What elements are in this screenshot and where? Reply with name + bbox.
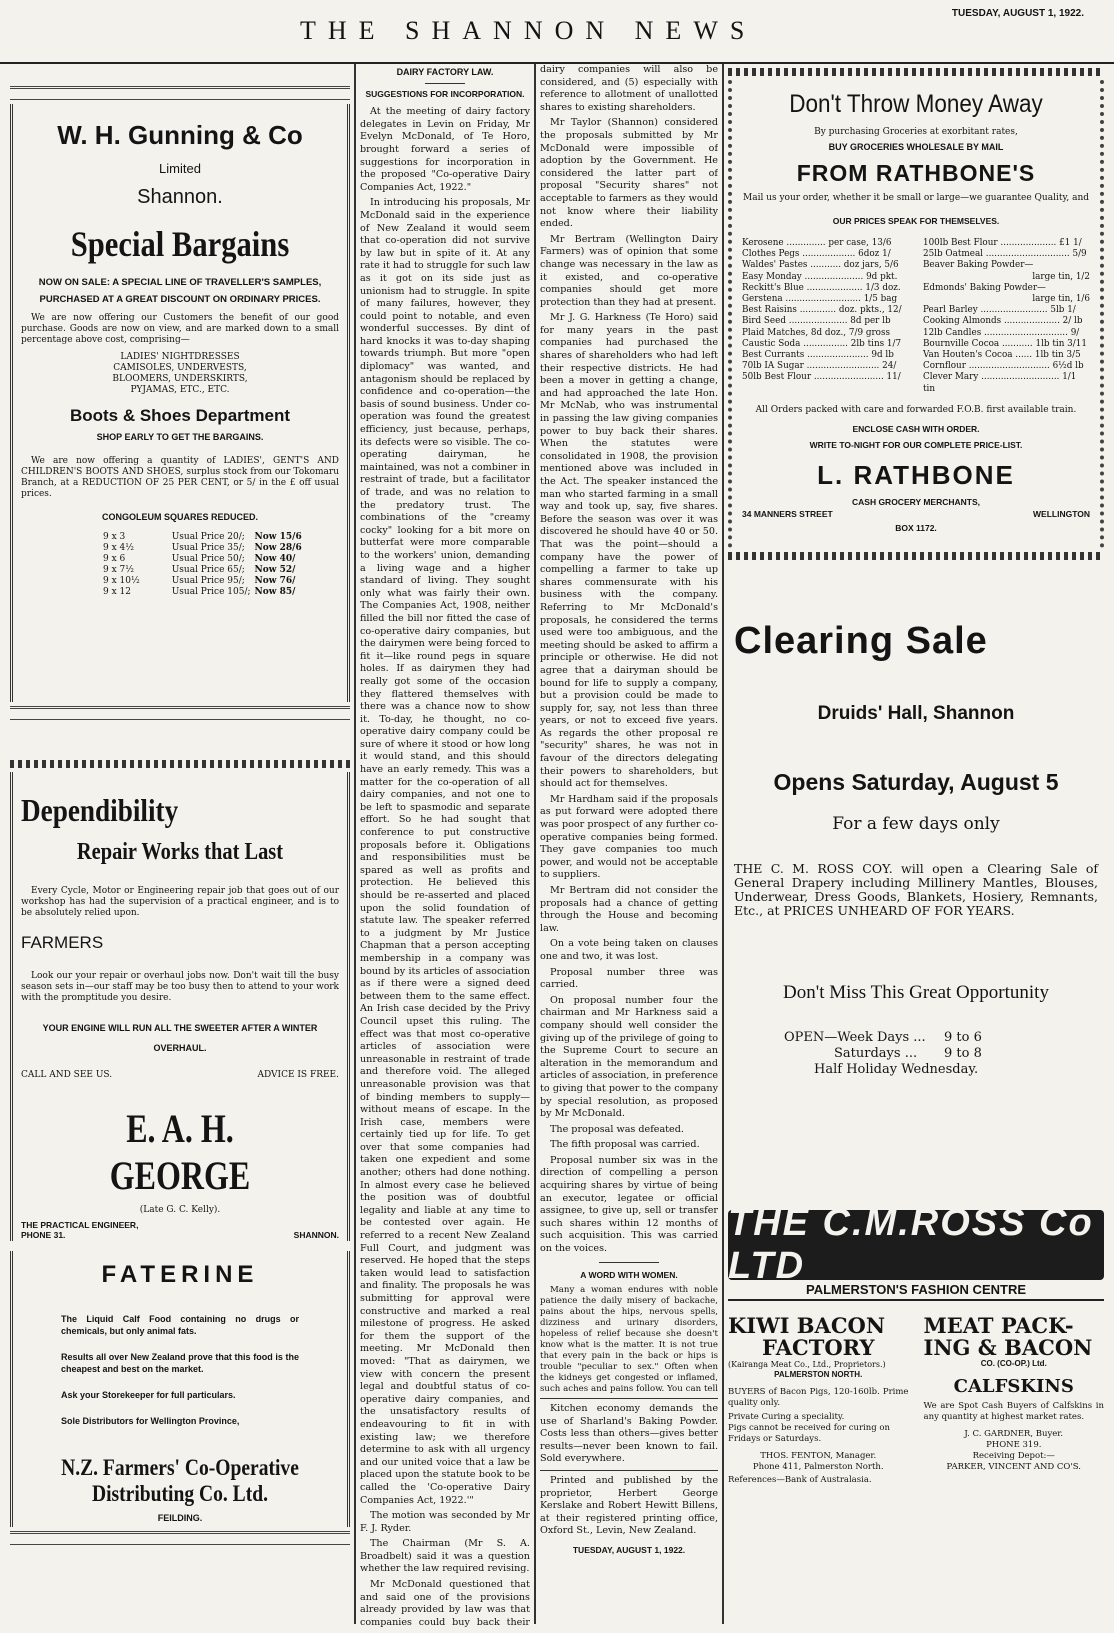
farmers-heading: FARMERS <box>21 933 104 952</box>
rathbone-city: WELLINGTON <box>1033 508 1090 519</box>
dairy-para-1: At the meeting of dairy factory delegates in Levin on Friday, Mr Evelyn McDonald, of Te Horo, brought forward a series of suggestions for incorporation in the proposed "Co-operative Dairy Companies Act, 1922." <box>360 106 530 193</box>
faterine-line-4: Sole Distributors for Wellington Province, <box>61 1416 240 1426</box>
dairy2-para-5: Mr Hardham said if the proposals as put forward were adopted there was poor prospect of any further co-operative companies being formed. They gave companies too much power, and would not be acceptable to suppliers. <box>540 793 718 881</box>
dairy2-para-1: dairy companies will also be considered, and (5) especially with reference to allotment of unallotted shares to existing shareholders. <box>540 64 718 113</box>
rathbone-by: By purchasing Groceries at exorbitant rates, <box>814 127 1018 137</box>
list-item: Pearl Barley ........................ 5lb 1/ <box>922 305 1076 316</box>
nzf-name-1: N.Z. Farmers' Co-Operative <box>61 1455 299 1480</box>
hours-saturdays: 9 to 8 <box>944 1046 982 1061</box>
list-item: Kerosene .............. per case, 13/6 <box>742 238 892 248</box>
size-cell: 9 x 3 <box>103 532 126 542</box>
dairy-para-5: Mr McDonald questioned that and said one of the provisions already provided by law was that companies could buy back their <box>360 1579 530 1628</box>
gunning-intro: We are now offering our Customers the benefit of our good purchase. Goods are now on view, and are marked down to a small percentage above cost, comprising— <box>21 313 339 345</box>
usual-price-cell: Usual Price 35/; <box>171 543 245 553</box>
women-title: A WORD WITH WOMEN. <box>580 1269 678 1280</box>
printed-notice: Printed and published by the proprietor, Herbert George Kerslake and Robert Hewitt Billens, at their registered printing office, Oxford St., Levin, New Zealand. <box>540 1474 718 1537</box>
dont-miss: Don't Miss This Great Opportunity <box>783 982 1049 1003</box>
dairy2-para-9: On proposal number four the chairman and Mr Harkness said a company should well consider the giving up of the privilege of going to the Supreme Court to secure an alteration in the memorandum and articles of association, in preference to giving that power to the company by special resolution, as proposed by Mr McDonald. <box>540 994 718 1120</box>
list-item: Clever Mary ............................ 1/1 tin <box>922 372 1077 394</box>
faterine-line-2: Results all over New Zealand prove that this food is the cheapest and best on the market. <box>61 1352 299 1374</box>
rathbone-orders: All Orders packed with care and forwarded F.O.B. first available train. <box>755 404 1077 415</box>
meat-co: CO. (CO-OP.) Ltd. <box>980 1359 1047 1368</box>
george-text-1: Every Cycle, Motor or Engineering repair job that goes out of our workshop has had the supervision of a practical engineer, and is to be absolutely relied upon. <box>21 886 339 918</box>
george-late: (Late G. C. Kelly). <box>139 1205 221 1215</box>
dairy-para-2: In introducing his proposals, Mr McDonald said in the experience of New Zealand it would seem that co-operation did not survive by law but in spite of it. At any rate it had to struggle for such law as it got on its side just as unionism had to struggle. In spite of many failures, however, they could point to notable, and even wonderful successes. By dint of hard knocks it was to-day shaping towards triumph. But more "open diplomacy" was wanted, and antagonism should be replaced by confidence and co-operation—the basis of sound business. Under co-operation was found the greatest efficiency, just because, perhaps, its defects were so visible. The co-operating dairyman, he maintained, was not a combiner in restraint of trade, but a facilitator of trade, and was no relation to the predatory trust. The combinations of the "creamy cocky" looking for a bit more on butterfat were more comparable to the workers' union, demanding a living wage and a higher standard of living. They sought only what was fairly their own. The Companies Act, 1908, neither filled the bill nor fitted the case of co-operative dairy companies, but the dairymen were being forced to fit it—like round pegs in square holes. If as dairymen they had really got some of the occasion they flattered themselves with there was a chance now to show it. To-day, he thought, no co-operative dairy company could be sure of where it stood or how long it would stand, and this should have an early remedy. This was a matter for the co-operation of all dairy companies, and not one to be left to spasmodic and separate effort. So he had sought that conference to put constructive proposals before it. Obligations and responsibilities must be spared as well as profits and protection. He believed this should be re-asserted and placed upon the solid foundation of statute law. The speaker referred to a judgment by Mr Justice Chapman that a person accepting membership in a company was bound by its articles of association as if there were a signed deed between them to the same effect. An Irish case decided by the Privy Council upset this ruling. The effect was that most co-operative articles of association were unreasonable in restraint of trade and therefore void. The alleged unreasonable provision was that of binding members to supply—without means of escape. In the Irish case, members were certainly tied up for life. To get over that some companies had taken one expedient and some another; others had done nothing. In almost every case he believed the position was of doubtful legality and liable at any time to be contested over again. He referred to a recent New Zealand Full Court, and judgment was reserved. He hoped that the steps taken would lead to satisfaction and finality. The proposals he was submitting for approval were constructive and marked a real milestone of progress. He asked for them the support of the meeting. Mr McDonald then moved: "That as dairymen, we view with concern the present legal and doubtful status of co-operative dairy companies, and the unsatisfactory results of endeavouring to fit in with existing law; we therefore determine to ask with all urgency and our united voice that a law be placed upon the statute book to be called the 'Co-operative Dairy Companies Act, 1922.'" <box>360 197 530 1506</box>
dairy-continued-column <box>540 64 718 1629</box>
usual-price-cell: Usual Price 20/; <box>171 532 245 542</box>
column-rule <box>354 64 356 1624</box>
list-item: Plaid Matches, 8d doz., 7/9 gross <box>742 327 891 338</box>
repair-works-headline: Repair Works that Last <box>76 839 284 865</box>
meat-name-2: ING & BACON <box>923 1335 1093 1360</box>
sale-line-2: PURCHASED AT A GREAT DISCOUNT ON ORDINARY PRICES. <box>39 294 321 305</box>
usual-price-cell: Usual Price 95/; <box>171 576 245 586</box>
kiwi-proprietors: (Kairanga Meat Co., Ltd., Proprietors.) <box>728 1360 886 1369</box>
calfskins-text: We are Spot Cash Buyers of Calfskins in any quantity at highest market rates. <box>923 1401 1104 1422</box>
special-bargains-headline: Special Bargains <box>70 224 290 264</box>
list-item: Best Currants ...................... 9d lb <box>742 350 894 361</box>
kiwi-town: PALMERSTON NORTH. <box>774 1370 863 1379</box>
dairy-article-column <box>360 64 530 1629</box>
kiwi-buyers: BUYERS of Bacon Pigs, 120-160lb. Prime quality only. <box>728 1387 909 1408</box>
call-text: CALL AND SEE US. <box>21 1070 113 1080</box>
boots-text: We are now offering a quantity of LADIES', GENT'S AND CHILDREN'S BOOTS AND SHOES, surplus stock from our Tokomaru Branch, at a REDUCTION OF 25 PER CENT, or 5/ in the £ off usual prices. <box>21 456 339 499</box>
calfskins-heading: CALFSKINS <box>953 1376 1074 1397</box>
rathbone-merchants: CASH GROCERY MERCHANTS, <box>852 496 980 507</box>
table-row <box>101 565 304 576</box>
right-column <box>728 64 1104 1629</box>
usual-price-cell: Usual Price 50/; <box>171 554 245 564</box>
bottom-adverts <box>728 1315 1104 1473</box>
dairy2-para-2: Mr Taylor (Shannon) considered the proposals submitted by Mr McDonald were impossible of adoption by the Government. He considered the latter part of proposal "Security shares" not acceptable to farmers as they would not know where their liability ended. <box>540 117 718 230</box>
table-row <box>101 554 304 565</box>
list-item: large tin, 1/2 <box>1032 271 1090 282</box>
george-phone: PHONE 31. <box>21 1230 66 1240</box>
list-item: Reckitt's Blue .................... 1/3 doz. <box>742 282 901 293</box>
advice-text: ADVICE IS FREE. <box>257 1070 339 1080</box>
table-row <box>101 543 304 554</box>
list-item: large tin, 1/6 <box>1032 294 1090 305</box>
size-cell: 9 x 12 <box>103 587 131 597</box>
rathbone-box: BOX 1172. <box>895 522 937 533</box>
ornamental-chain <box>728 552 1104 560</box>
hours-weekdays-label: OPEN—Week Days ... <box>784 1030 926 1045</box>
kiwi-private: Private Curing a speciality. <box>728 1412 845 1422</box>
meat-receiving: Receiving Depot:— <box>972 1451 1055 1461</box>
druids-hall: Druids' Hall, Shannon <box>817 703 1015 724</box>
sale-line-1: NOW ON SALE: A SPECIAL LINE OF TRAVELLER'S SAMPLES, <box>38 277 322 288</box>
clearing-text: THE C. M. ROSS COY. will open a Clearing Sale of General Drapery including Millinery Mantles, Blouses, Underwear, Dress Goods, Blankets, Hosiery, Remnants, Etc., at PRICES UNHEARD OF FOR YEARS. <box>734 861 1098 918</box>
footer-date: TUESDAY, AUGUST 1, 1922. <box>572 1544 686 1555</box>
ornamental-chain <box>728 68 1104 76</box>
meat-name-1: MEAT PACK- <box>923 1313 1074 1338</box>
now-price-cell: Now 40/ <box>254 554 296 564</box>
gunning-name: W. H. Gunning & Co <box>57 120 303 150</box>
clearing-sale-advert <box>728 620 1104 1180</box>
dairy2-para-12: Proposal number six was in the direction of compelling a person acquiring shares by virtue of being an executor, legatee or official assignee, to give up, sell or transfer such shares within 12 months of such acquisition. This was carried on the voices. <box>540 1154 718 1255</box>
column-rule <box>534 64 536 1624</box>
dairy2-para-8: Proposal number three was carried. <box>540 966 718 991</box>
george-town: SHANNON. <box>293 1230 339 1240</box>
dairy-title: DAIRY FACTORY LAW. <box>396 67 494 77</box>
item-nightdresses: LADIES' NIGHTDRESSES <box>120 352 240 362</box>
faterine-line-1: The Liquid Calf Food containing no drugs or chemicals, but only animal fats. <box>61 1314 299 1336</box>
dairy2-para-11: The fifth proposal was carried. <box>550 1139 700 1151</box>
rathbone-buy: BUY GROCERIES WHOLESALE BY MAIL <box>828 142 1004 152</box>
dairy2-para-6: Mr Bertram did not consider the proposals had a chance of getting through the House and becoming law. <box>540 885 718 934</box>
now-price-cell: Now 15/6 <box>254 532 302 542</box>
george-text-2: Look our your repair or overhaul jobs now. Don't wait till the busy season sets in—our staff may be too busy then to attend to your work with the promptitude you desire. <box>21 971 339 1003</box>
dairy2-para-10: The proposal was defeated. <box>550 1123 684 1135</box>
dairy2-para-7: On a vote being taken on clauses one and two, it was lost. <box>540 938 718 962</box>
size-cell: 9 x 7½ <box>103 565 134 575</box>
meat-parker: PARKER, VINCENT AND CO'S. <box>946 1462 1081 1472</box>
kiwi-name-1: KIWI BACON <box>728 1313 886 1338</box>
item-camisoles: CAMISOLES, UNDERVESTS, <box>113 363 247 373</box>
congoleum-table <box>101 532 304 598</box>
dairy2-para-3: Mr Bertram (Wellington Dairy Farmers) was of opinion that some change was necessary in the law as it existed, and co-operative companies should get more protection than they had at present. <box>540 233 718 308</box>
price-list-left <box>742 238 909 395</box>
few-days: For a few days only <box>832 814 1000 834</box>
meat-references: References—Bank of Australasia. <box>728 1475 872 1485</box>
table-row <box>101 576 304 587</box>
meat-packing-advert <box>924 1315 1104 1473</box>
meat-phone: PHONE 319. <box>986 1440 1042 1450</box>
nzf-town: FEILDING. <box>157 1513 203 1523</box>
list-item: Best Raisins ............. doz. pkts., 12/ <box>742 305 902 316</box>
masthead <box>0 0 1114 64</box>
faterine-name: FATERINE <box>101 1261 259 1288</box>
gunning-advert <box>10 104 350 702</box>
ross-logo-text: THE C.M.ROSS Co LTD <box>728 1202 1094 1287</box>
george-advert <box>10 772 350 1241</box>
list-item: Caustic Soda ................ 2lb tins 1/7 <box>742 338 902 349</box>
rathbone-street: 34 MANNERS STREET <box>742 508 833 519</box>
item-bloomers: BLOOMERS, UNDERSKIRTS, <box>112 374 248 384</box>
table-row <box>101 587 304 598</box>
column-rule <box>722 64 724 1624</box>
rathbone-from: FROM RATHBONE'S <box>796 160 1036 186</box>
rathbone-mail: Mail us your order, whether it be small or large—we guarantee Quality, and <box>742 193 1090 203</box>
rathbone-enclose: ENCLOSE CASH WITH ORDER. <box>852 423 980 434</box>
nzf-name-2: Distributing Co. Ltd. <box>91 1481 268 1506</box>
kiwi-manager: THOS. FENTON, Manager. <box>760 1451 877 1461</box>
kiwi-phone: Phone 411, Palmerston North. <box>752 1462 884 1472</box>
list-item: 100lb Best Flour .................... £1 1/ <box>922 238 1082 248</box>
congoleum-heading: CONGOLEUM SQUARES REDUCED. <box>101 512 258 522</box>
kiwi-pigs: Pigs cannot be received for curing on Fridays or Saturdays. <box>728 1423 890 1444</box>
list-item: 50lb Best Flour ......................... 11/ <box>742 372 901 383</box>
hours-saturdays-label: Saturdays ... <box>834 1046 918 1061</box>
list-item: Edmonds' Baking Powder— <box>922 282 1046 293</box>
left-column <box>10 64 350 1629</box>
list-item: Bournville Cocoa ........... 1lb tin 3/11 <box>922 338 1087 349</box>
newspaper-title: THE SHANNON NEWS <box>300 16 757 45</box>
kiwi-name-2: FACTORY <box>762 1335 875 1360</box>
ross-logo <box>728 1202 1104 1287</box>
usual-price-cell: Usual Price 65/; <box>171 565 245 575</box>
now-price-cell: Now 85/ <box>254 587 296 597</box>
list-item: Gerstena ........................... 1/5 bag <box>742 294 898 305</box>
rathbone-headline: Don't Throw Money Away <box>789 90 1043 118</box>
list-item: Cornflour ............................. 6½d lb <box>922 361 1084 372</box>
ornamental-border <box>10 1531 350 1545</box>
list-item: 25lb Oatmeal .............................. 5/9 <box>922 249 1087 260</box>
george-name: E. A. H. GEORGE <box>109 1106 251 1198</box>
now-price-cell: Now 76/ <box>254 576 296 586</box>
size-cell: 9 x 10½ <box>103 576 140 586</box>
kitchen-notice: Kitchen economy demands the use of Sharland's Baking Powder. Costs less than others—gives better results—never been known to fail. Sold everywhere. <box>540 1403 718 1465</box>
rathbone-speak: OUR PRICES SPEAK FOR THEMSELVES. <box>832 216 1000 226</box>
boots-subheading: SHOP EARLY TO GET THE BARGAINS. <box>96 432 264 442</box>
list-item: Beaver Baking Powder— <box>922 260 1034 271</box>
rathbone-write: WRITE TO-NIGHT FOR OUR COMPLETE PRICE-LIST. <box>809 439 1023 450</box>
women-para-1: Many a woman endures with noble patience the daily misery of backache, pains about the hips, nervous spells, dizziness and urinary disorders, hopeless of relief because she doesn't know what is the matter. It is not true that every pain in the back or hips is trouble "peculiar to sex." Often when the kidneys get congested or inflamed, such aches and pains follow. You can tell <box>540 1285 718 1394</box>
fashion-centre: PALMERSTON'S FASHION CENTRE <box>728 1282 1104 1301</box>
ornamental-border <box>10 706 350 720</box>
dependibility-headline: Dependibility <box>21 792 179 828</box>
list-item: 70lb IA Sugar .......................... 24/ <box>742 361 897 372</box>
list-item: 12lb Candles .............................. 9/ <box>922 327 1080 338</box>
price-list-right <box>923 238 1090 395</box>
dairy-para-3: The motion was seconded by Mr F. J. Ryder. <box>360 1510 530 1534</box>
boots-shoes-heading: Boots & Shoes Department <box>69 406 291 425</box>
dairy-para-4: The Chairman (Mr S. A. Broadbelt) said it was a question whether the law required revising. <box>360 1538 530 1575</box>
george-engineer: THE PRACTICAL ENGINEER, <box>21 1220 139 1230</box>
half-holiday: Half Holiday Wednesday. <box>814 1062 979 1077</box>
ornamental-border <box>10 86 350 100</box>
meat-buyer: J. C. GARDNER, Buyer. <box>964 1429 1064 1439</box>
dairy-subtitle: SUGGESTIONS FOR INCORPORATION. <box>365 88 525 99</box>
now-price-cell: Now 52/ <box>254 565 296 575</box>
faterine-advert <box>10 1251 350 1527</box>
clearing-headline: Clearing Sale <box>734 620 988 662</box>
gunning-limited: Limited <box>159 161 201 176</box>
list-item: Cooking Almonds .................... 2/ lb <box>922 316 1083 327</box>
gunning-town: Shannon. <box>137 186 223 208</box>
faterine-line-3: Ask your Storekeeper for full particulars. <box>61 1390 236 1400</box>
item-pyjamas: PYJAMAS, ETC., ETC. <box>130 385 230 395</box>
table-row <box>101 532 304 543</box>
list-item: Easy Monday ..................... 9d pkt. <box>742 271 898 282</box>
ornamental-chain <box>10 760 350 768</box>
list-item: Van Houten's Cocoa ...... 1lb tin 3/5 <box>922 350 1081 361</box>
hours-weekdays: 9 to 6 <box>944 1030 982 1045</box>
list-item: Waldes' Pastes ........... doz jars, 5/6 <box>742 260 899 271</box>
rathbone-name: L. RATHBONE <box>817 459 1015 490</box>
kiwi-bacon-advert <box>728 1315 908 1473</box>
dairy2-para-4: Mr J. G. Harkness (Te Horo) said for many years in the past companies had purchased the shares of shareholders who had left their respective districts. He had been a mover in getting a change, and had approached the late Hon. Mr McNab, who was instrumental in passing the law giving companies power to buy back their shares. When the statutes were consolidated in 1908, the provision mentioned above was included in the Act. The speaker instanced the man who started farming in a small way and took up, say, five shares. Before the season was over it was discovered he should have 40 or 50. That was the point—should a company have the power of compelling a farmer to take up shares commensurate with his business with the company. Referring to Mr McDonald's proposals, he considered the terms used were too ambiguous, and the meeting should be asked to affirm a principle or otherwise. He did not agree that a dairyman should be bound for life to supply a company, but a provision could be made to supply for, say, not less than three years, or not to exceed five years. As regards the other proposal re "security" shares, he was not in favour of the directors delegating their powers to shareholders, but should act for themselves. <box>540 312 718 790</box>
rathbone-advert <box>728 80 1104 548</box>
size-cell: 9 x 6 <box>103 554 126 564</box>
issue-date: TUESDAY, AUGUST 1, 1922. <box>951 8 1084 19</box>
list-item: Clothes Pegs ................... 6doz 1/ <box>742 249 891 260</box>
usual-price-cell: Usual Price 105/; <box>171 587 251 597</box>
size-cell: 9 x 4½ <box>103 543 134 553</box>
opens-saturday: Opens Saturday, August 5 <box>773 769 1059 795</box>
engine-line: YOUR ENGINE WILL RUN ALL THE SWEETER AFTER A WINTER OVERHAUL. <box>42 1023 318 1053</box>
now-price-cell: Now 28/6 <box>254 543 302 553</box>
list-item: Bird Seed ..................... 8d per lb <box>742 316 891 327</box>
